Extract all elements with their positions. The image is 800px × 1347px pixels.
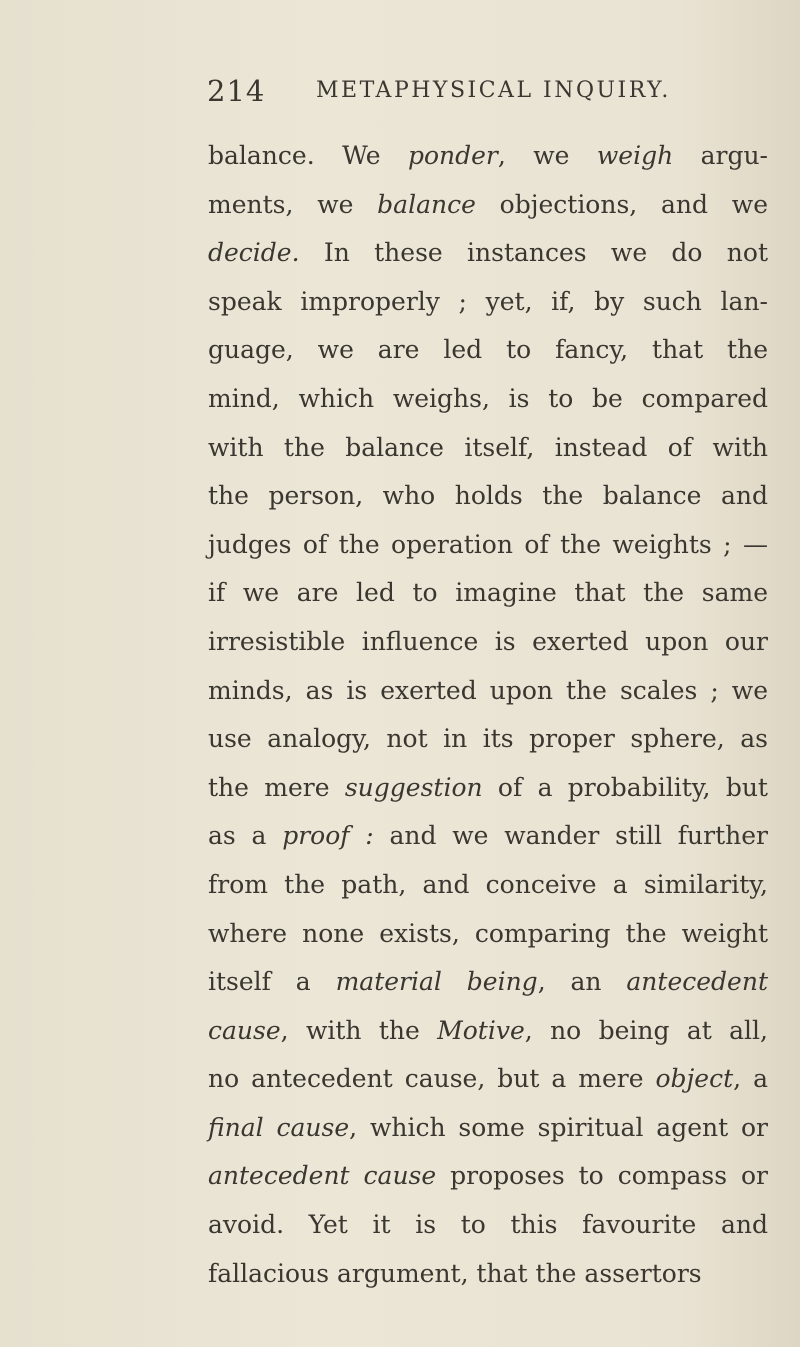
text-line (208, 1007, 768, 1056)
text-line (208, 812, 768, 861)
text-line (208, 521, 768, 570)
text-line (208, 181, 768, 230)
text-segment: speak improperly ; yet, if, by such lan- (208, 286, 768, 316)
text-line (208, 958, 768, 1007)
text-segment: from the path, and conceive a similarity, (208, 869, 768, 899)
text-line (208, 618, 768, 667)
italic-segment: proof : (282, 821, 374, 851)
italic-segment: final cause (208, 1112, 350, 1142)
text-segment: with the balance itself, instead of with (208, 432, 768, 462)
text-segment: , a (733, 1064, 768, 1094)
text-segment: irresistible influence is exerted upon our (208, 626, 768, 656)
text-segment: argu- (673, 141, 769, 170)
text-segment: minds, as is exerted upon the scales ; we (208, 675, 768, 705)
text-segment: the mere (208, 772, 345, 802)
text-segment: use analogy, not in its proper sphere, as (208, 724, 768, 754)
body-text (208, 132, 768, 1298)
text-segment: , an (537, 967, 627, 997)
text-line (208, 278, 768, 327)
text-segment: , which some spiritual agent or (349, 1112, 768, 1142)
italic-segment: Motive (437, 1015, 525, 1045)
text-line (208, 715, 768, 764)
text-line (208, 910, 768, 959)
text-segment: of a probability, but (482, 772, 768, 802)
text-segment: fallacious argument, that the assertors (208, 1258, 702, 1288)
italic-segment: object (655, 1064, 734, 1094)
italic-segment: weigh (596, 141, 674, 170)
text-segment: , no being at all, (524, 1015, 768, 1045)
text-segment: where none exists, comparing the weight (208, 918, 768, 948)
text-segment: and we wander still further (373, 821, 768, 851)
page-number: 214 (207, 74, 266, 108)
text-segment: objections, and we (475, 189, 768, 219)
italic-segment: antecedent cause (208, 1161, 437, 1191)
italic-segment: suggestion (344, 772, 483, 802)
text-line (208, 229, 768, 278)
text-segment: no antecedent cause, but a mere (208, 1064, 656, 1094)
text-line (208, 1250, 768, 1299)
text-segment: , we (497, 141, 597, 170)
italic-segment: antecedent (626, 967, 768, 997)
text-segment: itself a (208, 967, 336, 997)
text-segment: the person, who holds the balance and (208, 481, 768, 511)
text-segment: as a (208, 821, 283, 851)
text-segment: judges of the operation of the weights ; — (208, 529, 768, 559)
text-segment: guage, we are led to fancy, that the (208, 335, 768, 365)
text-line (208, 1055, 768, 1104)
text-segment: ments, we (208, 189, 378, 219)
text-line (208, 472, 768, 521)
text-segment: proposes to compass or (436, 1161, 768, 1191)
italic-segment: decide. (208, 238, 300, 268)
italic-segment: ponder (407, 141, 498, 170)
text-segment: In these instances we do not (299, 238, 768, 268)
text-line (208, 1201, 768, 1250)
text-line (208, 326, 768, 375)
running-title: METAPHYSICAL INQUIRY. (316, 78, 671, 103)
text-segment: mind, which weighs, is to be compared (208, 383, 768, 413)
italic-segment: balance (377, 189, 476, 219)
text-segment: avoid. Yet it is to this favourite and (208, 1210, 768, 1240)
text-line (208, 1104, 768, 1153)
text-line (208, 861, 768, 910)
italic-segment: material being (335, 967, 538, 997)
text-line (208, 764, 768, 813)
text-line (208, 132, 768, 181)
text-segment: if we are led to imagine that the same (208, 578, 768, 608)
text-line (208, 375, 768, 424)
text-segment: balance. We (208, 141, 408, 170)
text-line (208, 569, 768, 618)
text-line (208, 1152, 768, 1201)
text-line (208, 424, 768, 473)
page-header (207, 74, 767, 114)
text-line (208, 667, 768, 716)
text-segment: , with the (280, 1015, 438, 1045)
italic-segment: cause (208, 1015, 281, 1045)
